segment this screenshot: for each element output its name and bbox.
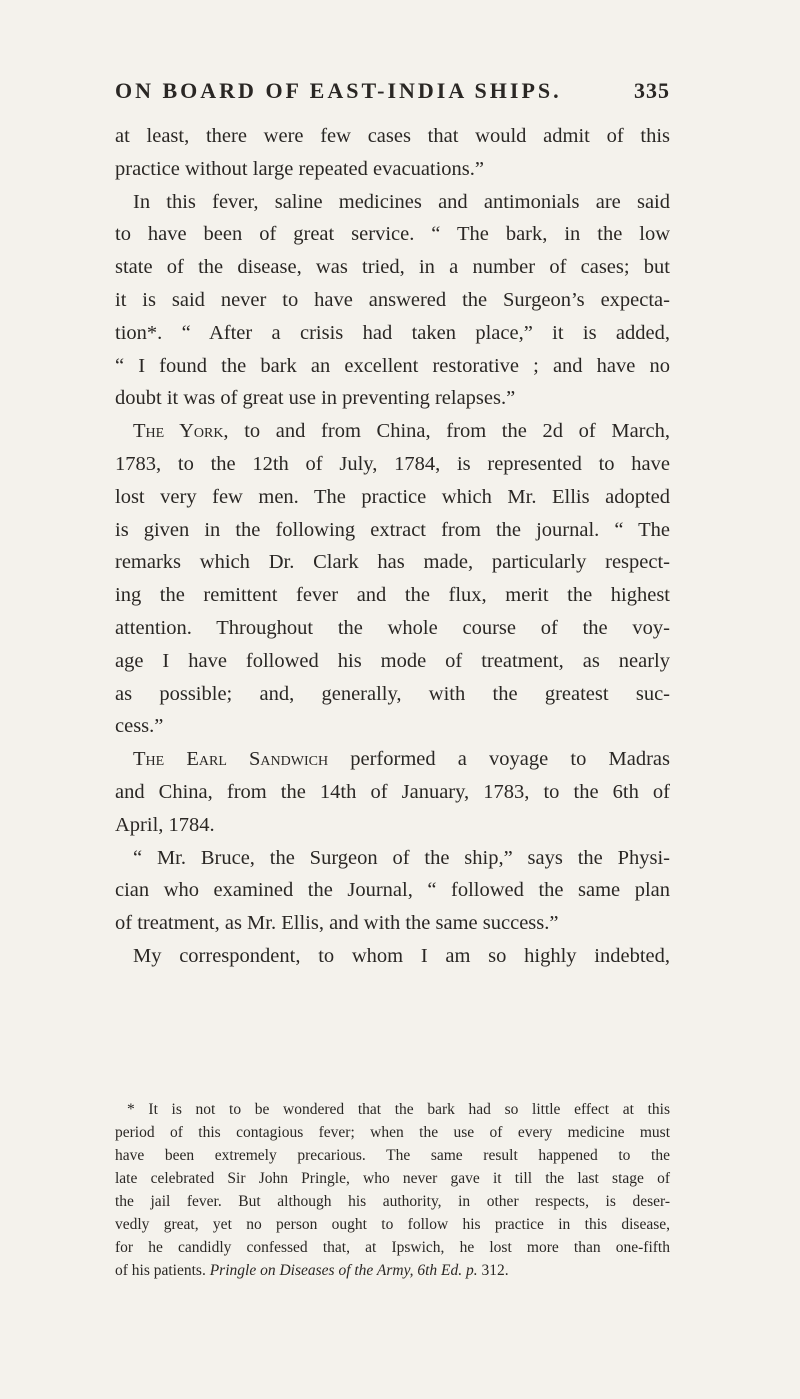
footnote (115, 1098, 670, 1282)
text-line (115, 448, 670, 481)
footnote-text: for he candidly confessed that, at Ipswich, he lost more than one-fifth (115, 1239, 670, 1256)
line-text: “ I found the bark an excellent restorative ; and have no (115, 354, 670, 377)
footnote-text: have been extremely precarious. The same result happened to the (115, 1147, 670, 1164)
footnote-line (115, 1167, 670, 1190)
line-text: lost very few men. The practice which Mr. Ellis adopted (115, 485, 670, 508)
footnote-line (115, 1236, 670, 1259)
line-text: cess.” (115, 715, 164, 738)
line-text: and China, from the 14th of January, 1783, to the 6th of (115, 780, 670, 803)
footnote-text: vedly great, yet no person ought to follow his practice in this disease, (115, 1216, 670, 1233)
footnote-line (115, 1213, 670, 1236)
footnote-line (115, 1098, 670, 1121)
ship-name: The Earl Sandwich (133, 748, 329, 771)
footnote-text: the jail fever. But although his authority, in other respects, is deser- (115, 1193, 670, 1210)
line-text: age I have followed his mode of treatment, as nearly (115, 649, 670, 672)
text-line (115, 874, 670, 907)
line-text: cian who examined the Journal, “ followed the same plan (115, 879, 670, 902)
text-line (115, 514, 670, 547)
line-text: ing the remittent fever and the flux, merit the highest (115, 584, 670, 607)
footnote-text: period of this contagious fever; when the use of every medicine must (115, 1124, 670, 1141)
footnote-line (115, 1259, 670, 1282)
line-text: In this fever, saline medicines and antimonials are said (133, 190, 670, 213)
line-text: attention. Throughout the whole course of the voy- (115, 616, 670, 639)
text-line (115, 218, 670, 251)
running-title: ON BOARD OF EAST-INDIA SHIPS. (115, 78, 562, 103)
line-text: to and from China, from the 2d of March, (228, 420, 670, 443)
text-line (115, 907, 670, 940)
text-line (115, 678, 670, 711)
citation: Pringle on Diseases of the Army, 6th Ed. p. (209, 1262, 478, 1279)
text-line (115, 153, 670, 186)
text-line (115, 317, 670, 350)
footnote-text: late celebrated Sir John Pringle, who never gave it till the last stage of (115, 1170, 670, 1187)
text-line (115, 710, 670, 743)
text-line (115, 546, 670, 579)
line-text: state of the disease, was tried, in a number of cases; but (115, 256, 670, 279)
text-line (115, 481, 670, 514)
text-line (115, 284, 670, 317)
footnote-line (115, 1144, 670, 1167)
text-line (115, 940, 670, 973)
text-line (115, 776, 670, 809)
text-line (115, 579, 670, 612)
line-text: of treatment, as Mr. Ellis, and with the same success.” (115, 912, 559, 935)
footnote-text: of his patients. (115, 1262, 210, 1279)
text-line (115, 382, 670, 415)
citation-page: 312. (477, 1262, 509, 1279)
line-text: April, 1784. (115, 813, 215, 836)
footnote-text: * It is not to be wondered that the bark had so little effect at this (127, 1101, 670, 1118)
footnote-line (115, 1121, 670, 1144)
text-line (115, 809, 670, 842)
line-text: as possible; and, generally, with the greatest suc- (115, 682, 670, 705)
line-text: remarks which Dr. Clark has made, particularly respect- (115, 551, 670, 574)
line-text: it is said never to have answered the Surgeon’s expecta- (115, 288, 670, 311)
line-text: is given in the following extract from the journal. “ The (115, 518, 670, 541)
text-line (115, 186, 670, 219)
line-text: 1783, to the 12th of July, 1784, is represented to have (115, 452, 670, 475)
text-line (115, 743, 670, 776)
line-text: “ Mr. Bruce, the Surgeon of the ship,” says the Physi- (133, 846, 670, 869)
page-number: 335 (634, 78, 670, 103)
line-text: performed a voyage to Madras (328, 748, 670, 771)
footnote-line (115, 1190, 670, 1213)
line-text: My correspondent, to whom I am so highly indebted, (133, 944, 670, 967)
line-text: at least, there were few cases that would admit of this (115, 125, 670, 147)
text-line (115, 645, 670, 678)
main-text (115, 120, 670, 973)
text-line (115, 251, 670, 284)
line-text: tion*. “ After a crisis had taken place,” it is added, (115, 321, 670, 344)
text-line (115, 350, 670, 383)
ship-name: The York, (133, 420, 229, 443)
line-text: to have been of great service. “ The bark, in the low (115, 223, 670, 246)
text-line (115, 120, 670, 153)
text-line (115, 612, 670, 645)
text-line (115, 842, 670, 875)
text-line (115, 415, 670, 448)
line-text: doubt it was of great use in preventing relapses.” (115, 387, 516, 410)
line-text: practice without large repeated evacuations.” (115, 157, 485, 180)
